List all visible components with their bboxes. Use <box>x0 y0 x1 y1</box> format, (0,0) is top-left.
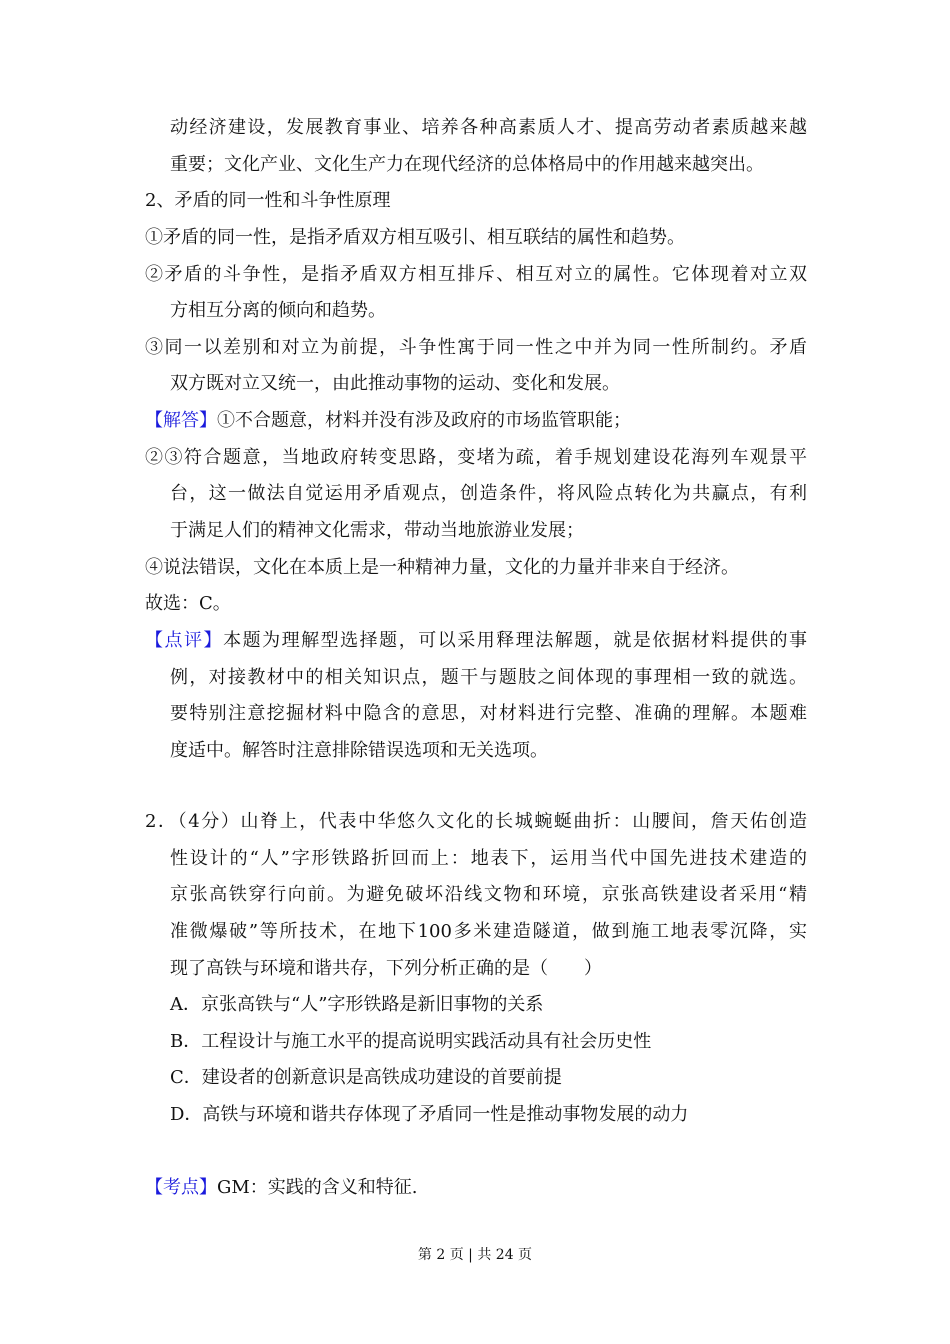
document-body <box>145 110 807 770</box>
text-line: 例，对接教材中的相关知识点，题干与题肢之间体现的事理相一致的就选。 <box>170 666 807 688</box>
text-line: ①矛盾的同一性，是指矛盾双方相互吸引、相互联结的属性和趋势。 <box>145 226 685 248</box>
answer-section <box>145 403 807 440</box>
text-line: 准微爆破”等所技术，在地下100多米建造隧道，做到施工地表零沉降，实 <box>170 920 807 942</box>
text-line: ④说法错误，文化在本质上是一种精神力量，文化的力量并非来自于经济。 <box>145 556 739 578</box>
knowledge-tag: 【考点】 <box>145 1177 217 1198</box>
text-line: 京张高铁穿行向前。为避免破坏沿线文物和环境，京张高铁建设者采用“精 <box>170 884 807 906</box>
knowledge-point <box>145 1170 807 1207</box>
option-a: A．京张高铁与“人”字形铁路是新旧事物的关系 <box>170 994 544 1016</box>
text-line: 现了高铁与环境和谐共存，下列分析正确的是（ ） <box>170 957 602 979</box>
text-line: 度适中。解答时注意排除错误选项和无关选项。 <box>170 739 548 761</box>
question-stem: 2．（4分）山脊上，代表中华悠久文化的长城蜿蜒曲折：山腰间，詹天佑创造 <box>145 811 807 832</box>
text-line: 动经济建设，发展教育事业、培养各种高素质人才、提高劳动者素质越来越 <box>170 117 807 138</box>
text-line: 方相互分离的倾向和趋势。 <box>170 300 386 322</box>
comment-tag: 【点评】 <box>145 629 224 651</box>
page-footer: 第 2 页 | 共 24 页 <box>417 1247 533 1263</box>
text-line: 于满足人们的精神文化需求，带动当地旅游业发展； <box>170 520 584 542</box>
option-d: D．高铁与环境和谐共存体现了矛盾同一性是推动事物发展的动力 <box>170 1104 689 1126</box>
option-b: B．工程设计与施工水平的提高说明实践活动具有社会历史性 <box>170 1030 652 1052</box>
answer-tag: 【解答】 <box>145 410 217 432</box>
text-line: 重要；文化产业、文化生产力在现代经济的总体格局中的作用越来越突出。 <box>170 153 764 175</box>
text-line: 性设计的“人”字形铁路折回而上：地表下，运用当代中国先进技术建造的 <box>170 847 807 869</box>
text-line: ①不合题意，材料并没有涉及政府的市场监管职能； <box>217 410 631 432</box>
text-line: 台，这一做法自觉运用矛盾观点，创造条件，将风险点转化为共赢点，有利 <box>170 483 807 505</box>
comment-section <box>145 623 807 660</box>
option-c: C．建设者的创新意识是高铁成功建设的首要前提 <box>170 1067 562 1089</box>
question-block <box>145 804 807 1134</box>
text-line: 双方既对立又统一，由此推动事物的运动、变化和发展。 <box>170 373 620 395</box>
text-line: ②③符合题意，当地政府转变思路，变堵为疏，着手规划建设花海列车观景平 <box>145 446 807 468</box>
text-line: ③同一以差别和对立为前提，斗争性寓于同一性之中并为同一性所制约。矛盾 <box>145 336 807 358</box>
section-heading: 2、矛盾的同一性和斗争性原理 <box>145 190 391 212</box>
text-line: ②矛盾的斗争性，是指矛盾双方相互排斥、相互对立的属性。它体现着对立双 <box>145 263 807 285</box>
text-line: 要特别注意挖掘材料中隐含的意思，对材料进行完整、准确的理解。本题难 <box>170 703 807 725</box>
answer-choice: 故选：C。 <box>145 593 231 615</box>
knowledge-text: GM：实践的含义和特征. <box>217 1177 418 1198</box>
text-line: 本题为理解型选择题，可以采用释理法解题，就是依据材料提供的事 <box>223 629 807 651</box>
